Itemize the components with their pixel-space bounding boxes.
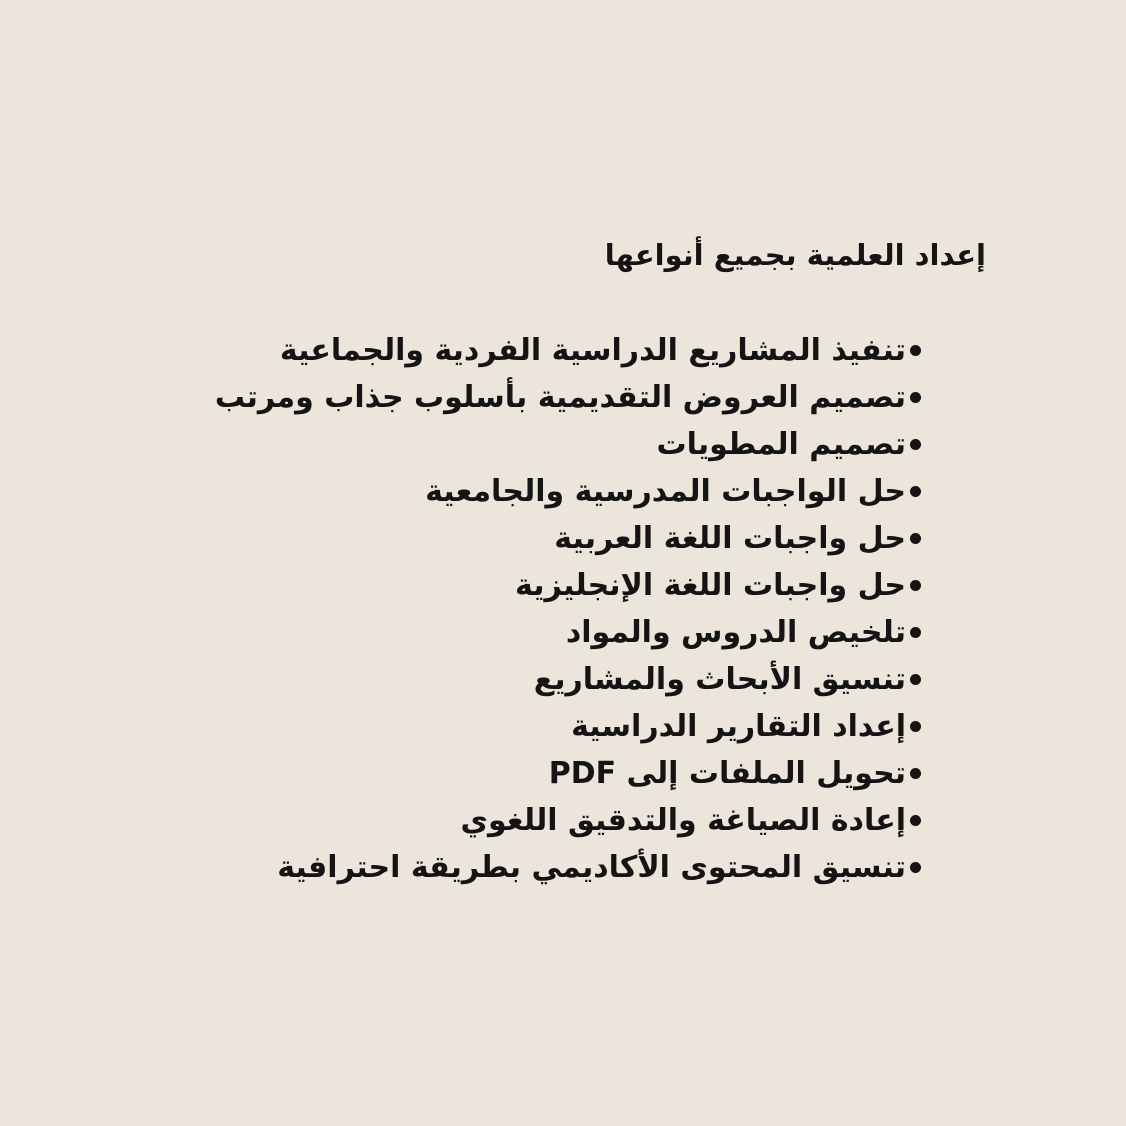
bullet-icon: [910, 862, 921, 873]
list-item: [215, 750, 921, 797]
list-item: [215, 515, 921, 562]
list-item-label: تنسيق الأبحاث والمشاريع: [533, 662, 906, 697]
list-item-label: إعادة الصياغة والتدقيق اللغوي: [460, 803, 906, 838]
list-item: [215, 656, 921, 703]
list-item-label: تصميم العروض التقديمية بأسلوب جذاب ومرتب: [214, 380, 906, 415]
list-item-label: إعداد التقارير الدراسية: [571, 709, 906, 744]
services-list: [215, 327, 921, 891]
list-item-label: تنسيق المحتوى الأكاديمي بطريقة احترافية: [277, 850, 906, 885]
bullet-icon: [910, 439, 921, 450]
list-item: [215, 562, 921, 609]
bullet-icon: [910, 815, 921, 826]
list-item-label: تصميم المطويات: [656, 427, 906, 462]
bullet-icon: [910, 486, 921, 497]
list-item: [215, 703, 921, 750]
list-item: [215, 609, 921, 656]
bullet-icon: [910, 768, 921, 779]
list-item: [215, 797, 921, 844]
list-item: [215, 327, 921, 374]
bullet-icon: [910, 392, 921, 403]
bullet-icon: [910, 580, 921, 591]
list-item: [215, 374, 921, 421]
bullet-icon: [910, 674, 921, 685]
list-item-label: حل الواجبات المدرسية والجامعية: [425, 474, 906, 509]
list-item: [215, 421, 921, 468]
list-item: [215, 468, 921, 515]
list-item-label: تلخيص الدروس والمواد: [565, 615, 906, 650]
list-item-label: تحويل الملفات إلى PDF: [548, 756, 906, 791]
list-item: [215, 844, 921, 891]
bullet-icon: [910, 627, 921, 638]
bullet-icon: [910, 345, 921, 356]
page-title: إعداد العلمية بجميع أنواعها: [604, 238, 986, 272]
bullet-icon: [910, 533, 921, 544]
list-item-label: حل واجبات اللغة الإنجليزية: [515, 568, 906, 603]
bullet-icon: [910, 721, 921, 732]
list-item-label: حل واجبات اللغة العربية: [554, 521, 906, 556]
list-item-label: تنفيذ المشاريع الدراسية الفردية والجماعية: [279, 333, 906, 368]
